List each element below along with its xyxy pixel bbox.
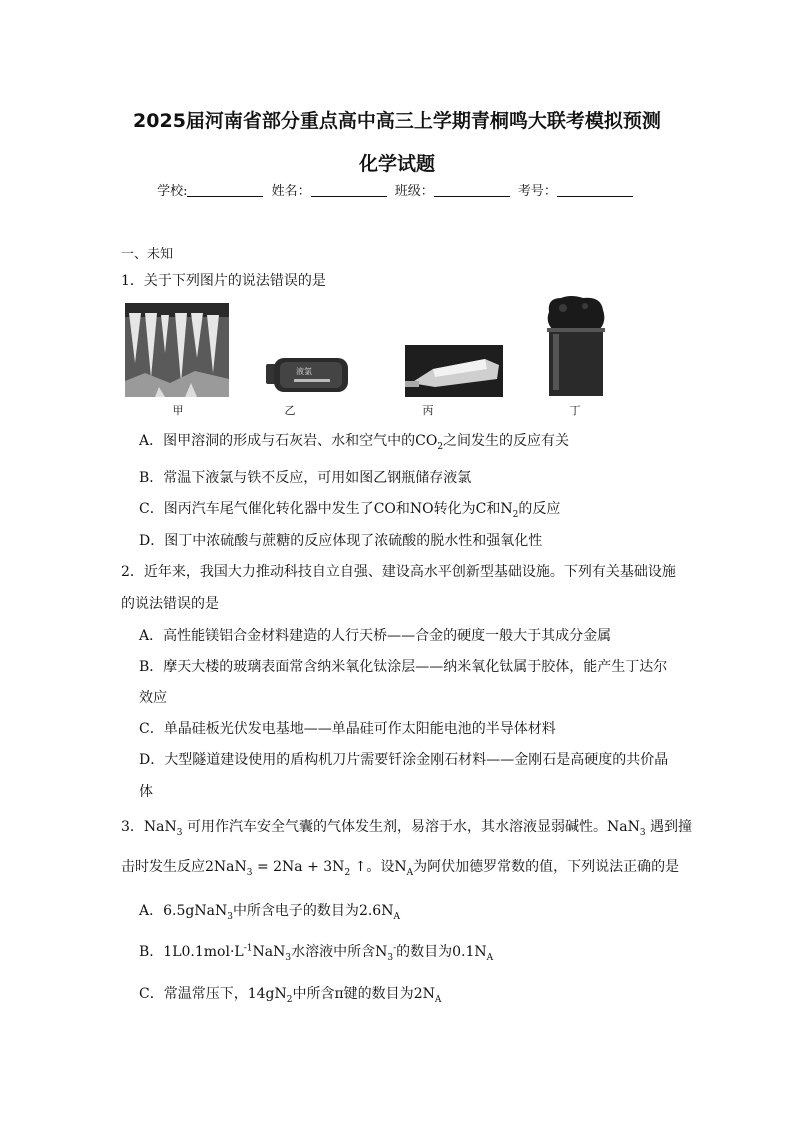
q1-option-a: A．图甲溶洞的形成与石灰岩、水和空气中的$CO_2$之间发生的反应有关 <box>139 433 570 452</box>
q1-option-b: B．常温下液氯与铁不反应，可用如图乙钢瓶储存液氯 <box>139 470 472 486</box>
q2-stem-line1: 2．近年来，我国大力推动科技自立自强、建设高水平创新型基础设施。下列有关基础设施 <box>121 564 676 580</box>
catalytic-converter-image <box>405 345 503 397</box>
section-heading: 一、未知 <box>121 247 174 262</box>
subject-title: 化学试题 <box>358 153 435 175</box>
q1-option-c: C．图丙汽车尾气催化转化器中发生了CO和NO转化为C和$N_2$的反应 <box>139 501 561 520</box>
q3-stem-text-2: 遇到撞 <box>645 819 693 835</box>
q3-stem-text-1: 可用作汽车安全气囊的气体发生剂，易溶于水，其水溶液显弱碱性。 <box>182 819 607 835</box>
q2-option-b-line1: B．摩天大楼的玻璃表面常含纳米氧化钛涂层——纳米氧化钛属于胶体，能产生丁达尔 <box>139 659 668 675</box>
number-label: 考号： <box>517 184 557 199</box>
q3-option-b-text-end: 的数目为 <box>396 944 453 960</box>
q2-option-c: C．单晶硅板光伏发电基地——单晶硅可作太阳能电池的半导体材料 <box>139 721 556 737</box>
caption-bing: 丙 <box>422 404 434 417</box>
q3-stem-text-3: 击时发生反应 <box>121 859 205 875</box>
q3-number: 3． <box>121 819 144 835</box>
q2-option-a: A．高性能镁铝合金材料建造的人行天桥——合金的硬度一般大于其成分金属 <box>139 628 612 644</box>
q1-option-a-text: A．图甲溶洞的形成与石灰岩、水和空气中的CO <box>139 433 438 449</box>
cylinder-label: 液氯 <box>296 367 312 376</box>
q3-option-b-text: 水溶液中所含 <box>291 944 376 960</box>
q3-option-a: A．6.5gNaN$_3$中所含电子的数目为$2.6N_A$ <box>139 903 400 922</box>
q3-stem-line1: 3．NaN$_3$ 可用作汽车安全气囊的气体发生剂，易溶于水，其水溶液显弱碱性。NaN$_3$ 遇到撞 <box>121 819 693 838</box>
cave-image <box>125 303 229 397</box>
student-info-row <box>0 180 794 199</box>
exam-title: 2025届河南省部分重点高中高三上学期青桐鸣大联考模拟预测 <box>133 110 661 132</box>
q2-option-d-line1: D．大型隧道建设使用的盾构机刀片需要钎涂金刚石材料——金刚石是高硬度的共价晶 <box>139 752 669 768</box>
q3-option-b: B．$1L0.1mol\cdot L^{-1}NaN_3$水溶液中所含$N_3^-$的数目为$0.1N_A$ <box>139 943 494 963</box>
gas-cylinder-image <box>266 354 350 396</box>
q2-stem-line2: 的说法错误的是 <box>121 596 219 612</box>
caption-yi: 乙 <box>284 404 296 417</box>
class-blank <box>434 184 510 197</box>
school-label: 学校: <box>157 184 188 199</box>
q3-option-a-label: A． <box>139 903 164 919</box>
class-label: 班级： <box>394 184 434 199</box>
q1-option-c-text-end: 的反应 <box>518 501 561 517</box>
q3-option-c-label: C．常温常压下， <box>139 986 248 1002</box>
q1-stem: 1．关于下列图片的说法错误的是 <box>121 273 326 289</box>
q1-option-a-text-end: 之间发生的反应有关 <box>443 433 570 449</box>
q2-option-d-line2: 体 <box>139 784 153 800</box>
number-blank <box>557 184 633 197</box>
sugar-beaker-image <box>541 294 611 398</box>
caption-jia: 甲 <box>172 404 184 417</box>
q2-option-b-line2: 效应 <box>139 690 167 706</box>
q3-option-c-text: 中所含π键的数目为 <box>292 986 414 1002</box>
school-blank <box>187 184 263 197</box>
q3-stem-text-5: 为阿伏加德罗常数的值，下列说法正确的是 <box>413 859 680 875</box>
q3-option-b-label: B． <box>139 944 164 960</box>
q3-stem-line2: 击时发生反应$2NaN_3 = 2Na + 3N_2$ ↑。设$N_A$为阿伏加德罗常数的值，下列说法正确的是 <box>121 859 680 878</box>
q3-stem-text-4: 。设 <box>366 859 395 875</box>
name-blank <box>311 184 387 197</box>
q3-option-a-text: 中所含电子的数目为 <box>232 903 359 919</box>
q3-option-c: C．常温常压下，$14gN_2$中所含π键的数目为$2N_A$ <box>139 986 442 1005</box>
q1-option-c-text: C．图丙汽车尾气催化转化器中发生了CO和NO转化为C和N <box>139 501 513 517</box>
name-label: 姓名： <box>271 184 311 199</box>
caption-ding: 丁 <box>569 404 581 417</box>
q1-option-d: D．图丁中浓硫酸与蔗糖的反应体现了浓硫酸的脱水性和强氧化性 <box>139 533 543 549</box>
